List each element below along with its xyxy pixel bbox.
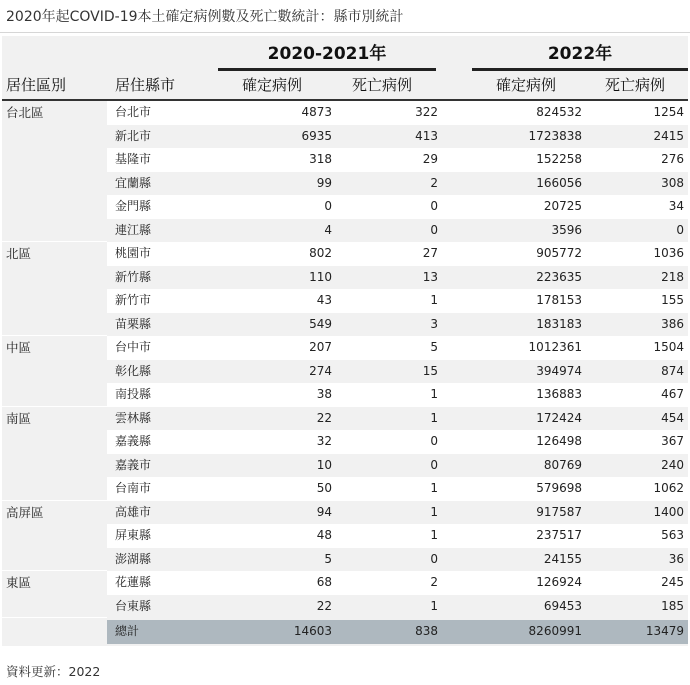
table-row bbox=[107, 195, 688, 219]
deaths-2020-2021-cell: 0 bbox=[430, 199, 438, 213]
table-row bbox=[107, 101, 688, 125]
table-row bbox=[107, 548, 688, 572]
confirmed-2020-2021-cell: 802 bbox=[309, 246, 332, 260]
confirmed-2022-cell: 126924 bbox=[536, 575, 582, 589]
confirmed-2022-cell: 905772 bbox=[536, 246, 582, 260]
deaths-2020-2021-cell: 27 bbox=[422, 246, 438, 260]
confirmed-2020-2021-cell: 4873 bbox=[301, 105, 332, 119]
deaths-2022-cell: 240 bbox=[661, 457, 684, 472]
confirmed-2020-2021-cell: 318 bbox=[309, 152, 332, 166]
deaths-2020-2021-cell: 13 bbox=[422, 269, 438, 284]
region-label: 高屏區 bbox=[6, 504, 44, 520]
region-label: 南區 bbox=[6, 410, 32, 426]
deaths-2020-2021-cell: 0 bbox=[430, 222, 438, 237]
confirmed-2022-cell: 917587 bbox=[536, 504, 582, 519]
deaths-2020-2021-cell: 1 bbox=[430, 504, 438, 519]
region-label: 台北區 bbox=[6, 105, 44, 120]
deaths-2020-2021-cell: 0 bbox=[430, 457, 438, 472]
confirmed-2020-2021-cell: 32 bbox=[316, 434, 332, 448]
region-separator bbox=[2, 617, 107, 618]
deaths-2020-2021-cell: 15 bbox=[422, 363, 438, 378]
deaths-2020-2021-cell: 1 bbox=[430, 387, 438, 401]
confirmed-2022-cell: 69453 bbox=[543, 598, 582, 613]
city-cell: 嘉義縣 bbox=[115, 434, 152, 448]
confirmed-2020-2021-cell: 22 bbox=[316, 410, 332, 425]
header-confirmed-2020-2021: 確定病例 bbox=[241, 76, 302, 94]
header-deaths-2022: 死亡病例 bbox=[604, 76, 665, 94]
confirmed-2022-cell: 172424 bbox=[536, 410, 582, 425]
deaths-2020-2021-cell: 29 bbox=[422, 152, 438, 166]
header-confirmed-2022: 確定病例 bbox=[495, 76, 556, 94]
table-row bbox=[107, 477, 688, 501]
total-confirmed-2020-2021: 14603 bbox=[293, 624, 332, 638]
table-row bbox=[107, 336, 688, 360]
confirmed-2022-cell: 579698 bbox=[536, 481, 582, 495]
confirmed-2022-cell: 178153 bbox=[536, 293, 582, 307]
confirmed-2020-2021-cell: 48 bbox=[316, 528, 332, 542]
confirmed-2020-2021-cell: 6935 bbox=[301, 128, 332, 143]
region-label: 北區 bbox=[6, 246, 32, 261]
city-cell: 台東縣 bbox=[115, 598, 152, 613]
table-row bbox=[107, 219, 688, 243]
city-cell: 嘉義市 bbox=[115, 457, 152, 472]
confirmed-2022-cell: 824532 bbox=[536, 105, 582, 119]
table-row bbox=[107, 501, 688, 525]
total-confirmed-2022: 8260991 bbox=[528, 624, 582, 638]
city-cell: 屏東縣 bbox=[115, 528, 152, 542]
confirmed-2022-cell: 1723838 bbox=[528, 128, 582, 143]
deaths-2020-2021-cell: 322 bbox=[415, 105, 438, 119]
title-divider bbox=[0, 32, 690, 33]
confirmed-2022-cell: 3596 bbox=[551, 222, 582, 237]
confirmed-2022-cell: 183183 bbox=[536, 316, 582, 331]
deaths-2020-2021-cell: 5 bbox=[430, 340, 438, 354]
confirmed-2022-cell: 152258 bbox=[536, 152, 582, 166]
page-title: 2020年起COVID-19本土確定病例數及死亡數統計：縣市別統計 bbox=[6, 9, 404, 25]
region-label: 中區 bbox=[6, 340, 32, 355]
deaths-2022-cell: 1400 bbox=[653, 504, 684, 519]
table-row bbox=[107, 454, 688, 478]
table-row bbox=[107, 595, 688, 619]
city-cell: 新竹縣 bbox=[115, 269, 152, 284]
confirmed-2022-cell: 20725 bbox=[543, 199, 582, 213]
table-row bbox=[107, 242, 688, 266]
city-cell: 南投縣 bbox=[115, 387, 152, 401]
confirmed-2020-2021-cell: 50 bbox=[316, 481, 332, 495]
confirmed-2020-2021-cell: 43 bbox=[316, 293, 332, 307]
deaths-2020-2021-cell: 1 bbox=[430, 598, 438, 613]
deaths-2020-2021-cell: 2 bbox=[430, 175, 438, 190]
total-row bbox=[107, 620, 688, 644]
city-cell: 桃園市 bbox=[115, 246, 152, 260]
city-cell: 連江縣 bbox=[115, 222, 152, 237]
confirmed-2020-2021-cell: 10 bbox=[316, 457, 332, 472]
deaths-2022-cell: 467 bbox=[661, 387, 684, 401]
total-label: 總計 bbox=[115, 624, 140, 638]
table-row bbox=[107, 571, 688, 595]
table-row bbox=[107, 430, 688, 454]
confirmed-2022-cell: 24155 bbox=[543, 551, 582, 566]
confirmed-2022-cell: 126498 bbox=[536, 434, 582, 448]
city-cell: 苗栗縣 bbox=[115, 316, 152, 331]
deaths-2022-cell: 34 bbox=[668, 199, 684, 213]
table-row bbox=[107, 148, 688, 172]
confirmed-2020-2021-cell: 68 bbox=[316, 575, 332, 589]
deaths-2020-2021-cell: 0 bbox=[430, 434, 438, 448]
confirmed-2022-cell: 136883 bbox=[536, 387, 582, 401]
table-row bbox=[107, 289, 688, 313]
confirmed-2020-2021-cell: 22 bbox=[316, 598, 332, 613]
confirmed-2020-2021-cell: 274 bbox=[309, 363, 332, 378]
city-cell: 金門縣 bbox=[115, 199, 152, 213]
deaths-2022-cell: 1254 bbox=[653, 105, 684, 119]
table-row bbox=[107, 383, 688, 407]
year-header-2020-2021: 2020-2021年 bbox=[267, 44, 387, 64]
deaths-2022-cell: 185 bbox=[661, 598, 684, 613]
table-row bbox=[107, 313, 688, 337]
deaths-2022-cell: 276 bbox=[661, 152, 684, 166]
confirmed-2020-2021-cell: 94 bbox=[316, 504, 332, 519]
deaths-2020-2021-cell: 413 bbox=[415, 128, 438, 143]
region-label: 東區 bbox=[6, 575, 32, 590]
city-cell: 基隆市 bbox=[115, 152, 152, 166]
city-cell: 台南市 bbox=[115, 481, 152, 495]
deaths-2022-cell: 0 bbox=[676, 222, 684, 237]
year-underline-2022 bbox=[472, 68, 688, 71]
confirmed-2020-2021-cell: 549 bbox=[309, 316, 332, 331]
header-region: 居住區別 bbox=[6, 76, 67, 94]
confirmed-2022-cell: 1012361 bbox=[528, 340, 582, 354]
deaths-2020-2021-cell: 3 bbox=[430, 316, 438, 331]
table-row bbox=[107, 360, 688, 384]
table-row bbox=[107, 524, 688, 548]
confirmed-2020-2021-cell: 38 bbox=[316, 387, 332, 401]
deaths-2022-cell: 386 bbox=[661, 316, 684, 331]
confirmed-2022-cell: 80769 bbox=[543, 457, 582, 472]
confirmed-2020-2021-cell: 0 bbox=[324, 199, 332, 213]
confirmed-2020-2021-cell: 110 bbox=[309, 269, 332, 284]
confirmed-2022-cell: 166056 bbox=[536, 175, 582, 190]
deaths-2022-cell: 245 bbox=[661, 575, 684, 589]
deaths-2022-cell: 454 bbox=[661, 410, 684, 425]
total-deaths-2022: 13479 bbox=[645, 624, 684, 638]
confirmed-2020-2021-cell: 207 bbox=[309, 340, 332, 354]
year-header-2022: 2022年 bbox=[547, 44, 613, 64]
city-cell: 花蓮縣 bbox=[115, 575, 152, 589]
city-cell: 台北市 bbox=[115, 105, 152, 119]
city-cell: 雲林縣 bbox=[115, 410, 152, 425]
header-city: 居住縣市 bbox=[115, 76, 176, 94]
deaths-2022-cell: 218 bbox=[661, 269, 684, 284]
city-cell: 彰化縣 bbox=[115, 363, 152, 378]
deaths-2020-2021-cell: 2 bbox=[430, 575, 438, 589]
deaths-2022-cell: 874 bbox=[661, 363, 684, 378]
footer-updated: 資料更新：2022 bbox=[6, 664, 101, 679]
deaths-2020-2021-cell: 0 bbox=[430, 551, 438, 566]
city-cell: 高雄市 bbox=[115, 504, 152, 519]
deaths-2020-2021-cell: 1 bbox=[430, 293, 438, 307]
deaths-2020-2021-cell: 1 bbox=[430, 481, 438, 495]
deaths-2022-cell: 1036 bbox=[653, 246, 684, 260]
deaths-2020-2021-cell: 1 bbox=[430, 528, 438, 542]
header-deaths-2020-2021: 死亡病例 bbox=[351, 76, 412, 94]
confirmed-2022-cell: 237517 bbox=[536, 528, 582, 542]
deaths-2022-cell: 155 bbox=[661, 293, 684, 307]
total-deaths-2020-2021: 838 bbox=[415, 624, 438, 638]
table-row bbox=[107, 125, 688, 149]
table-row bbox=[107, 172, 688, 196]
confirmed-2020-2021-cell: 4 bbox=[324, 222, 332, 237]
deaths-2022-cell: 563 bbox=[661, 528, 684, 542]
city-cell: 新北市 bbox=[115, 128, 152, 143]
deaths-2022-cell: 36 bbox=[668, 551, 684, 566]
confirmed-2022-cell: 223635 bbox=[536, 269, 582, 284]
city-cell: 宜蘭縣 bbox=[115, 175, 152, 190]
table-row bbox=[107, 266, 688, 290]
confirmed-2022-cell: 394974 bbox=[536, 363, 582, 378]
deaths-2022-cell: 308 bbox=[661, 175, 684, 190]
deaths-2022-cell: 1504 bbox=[653, 340, 684, 354]
confirmed-2020-2021-cell: 5 bbox=[324, 551, 332, 566]
deaths-2022-cell: 367 bbox=[661, 434, 684, 448]
table-row bbox=[107, 407, 688, 431]
deaths-2022-cell: 1062 bbox=[653, 481, 684, 495]
city-cell: 新竹市 bbox=[115, 293, 152, 307]
year-underline-2020-2021 bbox=[218, 68, 436, 71]
deaths-2020-2021-cell: 1 bbox=[430, 410, 438, 425]
city-cell: 台中市 bbox=[115, 340, 152, 354]
deaths-2022-cell: 2415 bbox=[653, 128, 684, 143]
city-cell: 澎湖縣 bbox=[115, 551, 152, 566]
confirmed-2020-2021-cell: 99 bbox=[316, 175, 332, 190]
